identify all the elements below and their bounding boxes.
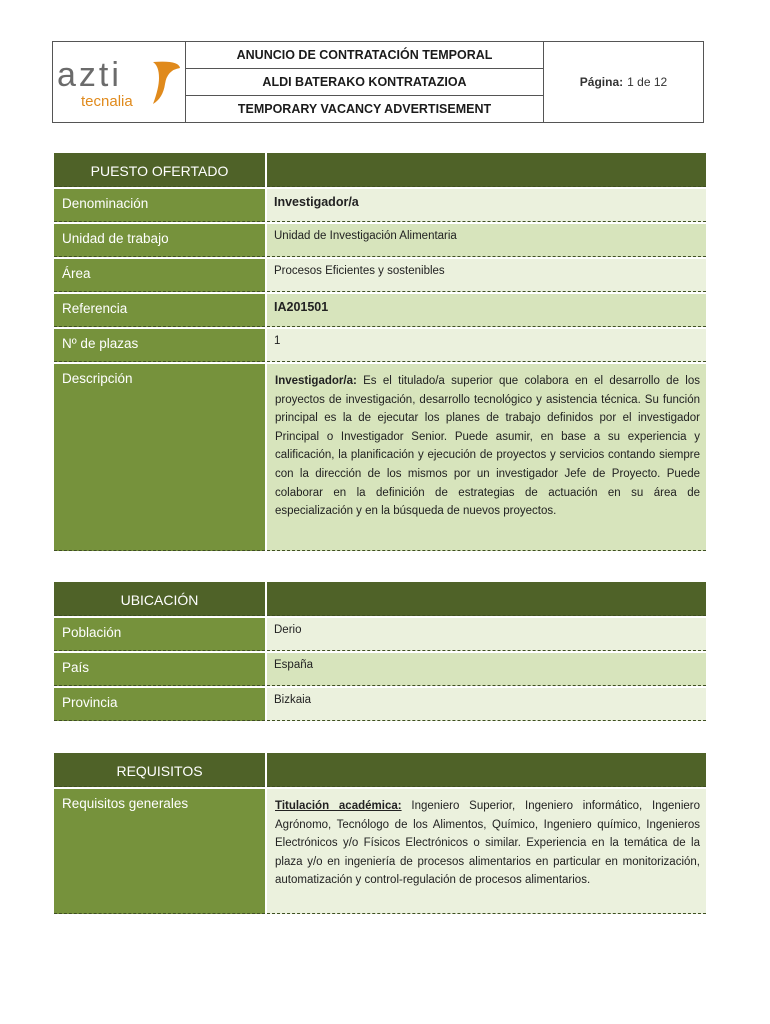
logo-swoosh-icon <box>149 58 183 108</box>
descripcion-label: Descripción <box>54 364 265 551</box>
descripcion-lead: Investigador/a: <box>275 375 357 387</box>
area-value: Procesos Eficientes y sostenibles <box>267 259 706 292</box>
plazas-label: Nº de plazas <box>54 329 265 362</box>
row-unidad <box>54 224 706 257</box>
puesto-table <box>54 153 706 553</box>
page-indicator <box>544 42 703 122</box>
requisitos-header-row <box>54 753 706 787</box>
row-descripcion <box>54 364 706 551</box>
denominacion-value: Investigador/a <box>267 189 706 222</box>
document-header <box>52 41 704 123</box>
title-spanish: ANUNCIO DE CONTRATACIÓN TEMPORAL <box>186 42 543 69</box>
descripcion-value <box>267 364 706 551</box>
puesto-header-empty <box>267 153 706 187</box>
title-english: TEMPORARY VACANCY ADVERTISEMENT <box>237 102 492 116</box>
row-poblacion <box>54 618 706 651</box>
page-value: 1 de 12 <box>627 75 668 89</box>
titulacion-lead: Titulación académica: <box>275 800 402 812</box>
title-basque: ALDI BATERAKO KONTRATAZIOA <box>186 69 543 96</box>
poblacion-label: Población <box>54 618 265 651</box>
referencia-value: IA201501 <box>267 294 706 327</box>
page-label: Página: <box>579 75 624 89</box>
provincia-label: Provincia <box>54 688 265 721</box>
puesto-title: PUESTO OFERTADO <box>54 153 265 187</box>
area-label: Área <box>54 259 265 292</box>
logo-subtext: tecnalia <box>81 93 133 110</box>
poblacion-value: Derio <box>267 618 706 651</box>
referencia-label: Referencia <box>54 294 265 327</box>
requisitos-header-empty <box>267 753 706 787</box>
ubicacion-title: UBICACIÓN <box>54 582 265 616</box>
row-pais <box>54 653 706 686</box>
row-requisitos-generales <box>54 789 706 914</box>
ubicacion-header-empty <box>267 582 706 616</box>
row-plazas <box>54 329 706 362</box>
descripcion-text: Es el titulado/a superior que colabora en el desarrollo de los proyectos de investigación, desarrollo tecnológico y asistencia técnica. Su función principal es la de ejecutar los planes de trabajo definidos por el investigador Principal o Investigador Senior. Puede asumir, en base a su experiencia y calificación, la planificación y ejecución de proyectos y servicios contando siempre con la dirección de los mismos por un investigador Jefe de Proyecto. Puede colaborar en la definición de estrategias de actuación en su área de especialización y en la búsqueda de nuevos proyectos. <box>275 375 700 518</box>
unidad-value: Unidad de Investigación Alimentaria <box>267 224 706 257</box>
requisitos-title: REQUISITOS <box>54 753 265 787</box>
requisitos-generales-value <box>267 789 706 914</box>
logo-text: azti <box>57 56 122 94</box>
unidad-label: Unidad de trabajo <box>54 224 265 257</box>
provincia-value: Bizkaia <box>267 688 706 721</box>
plazas-value: 1 <box>267 329 706 362</box>
puesto-header-row <box>54 153 706 187</box>
ubicacion-header-row <box>54 582 706 616</box>
titulacion-text: Ingeniero Superior, Ingeniero informático, Ingeniero Agrónomo, Tecnólogo de los Alimentos, Químico, Ingeniero químico, Ingenieros Electrónicos y/o Físicos Electrónicos o similar. Experiencia en la temática de la plaza y/o en ingeniería de procesos alimentarios en particular en monitorización, automatización y control-regulación de procesos alimentarios. <box>275 800 700 887</box>
requisitos-generales-label: Requisitos generales <box>54 789 265 914</box>
pais-value: España <box>267 653 706 686</box>
row-area <box>54 259 706 292</box>
row-referencia <box>54 294 706 327</box>
row-provincia <box>54 688 706 721</box>
azti-logo <box>53 42 186 122</box>
ubicacion-table <box>54 582 706 723</box>
denominacion-label: Denominación <box>54 189 265 222</box>
requisitos-table <box>54 753 706 916</box>
header-titles <box>186 42 544 122</box>
row-denominacion <box>54 189 706 222</box>
pais-label: País <box>54 653 265 686</box>
